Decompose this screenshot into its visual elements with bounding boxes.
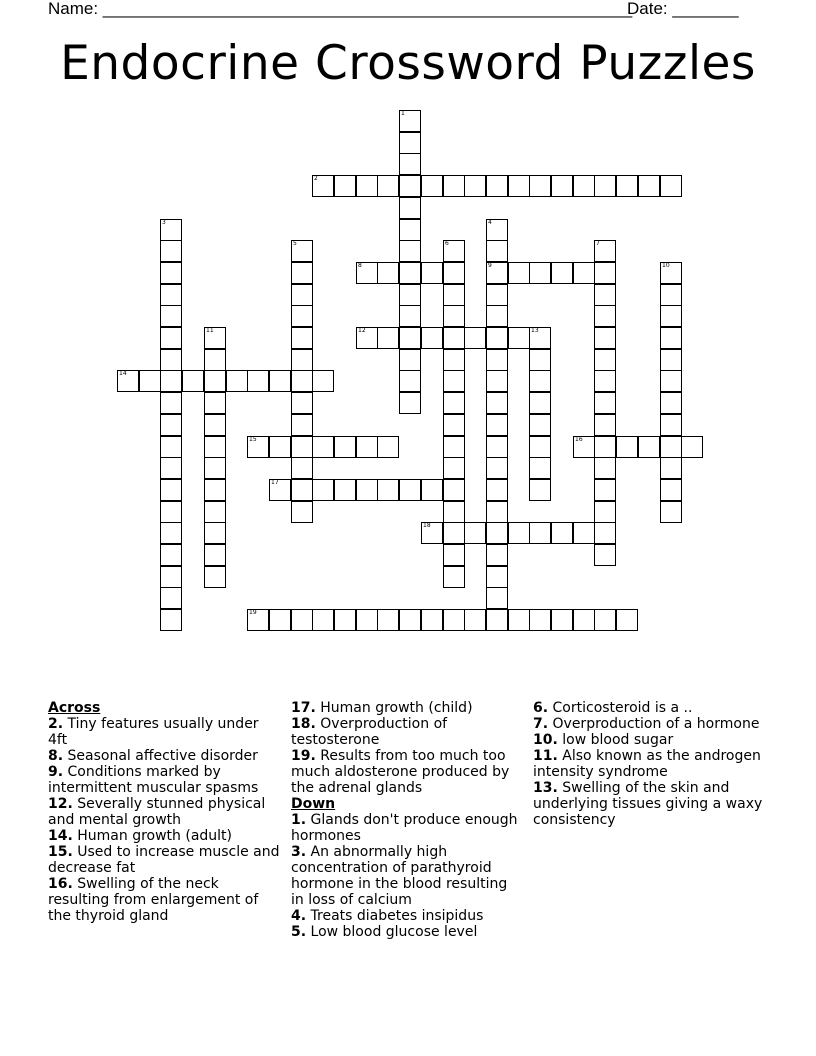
grid-cell[interactable] [594, 240, 616, 262]
clue-across-14: 14. Human growth (adult) [48, 828, 233, 844]
grid-cell[interactable] [551, 522, 573, 544]
grid-cell[interactable] [464, 609, 486, 631]
grid-cell[interactable] [594, 414, 616, 436]
grid-cell[interactable] [443, 479, 465, 501]
grid-cell[interactable] [334, 609, 356, 631]
grid-cell[interactable] [464, 327, 486, 349]
grid-cell[interactable] [594, 284, 616, 306]
grid-cell[interactable] [421, 479, 443, 501]
grid-cell[interactable] [529, 457, 551, 479]
grid-cell[interactable] [356, 262, 378, 284]
grid-cell[interactable] [616, 175, 638, 197]
grid-cell[interactable] [443, 501, 465, 523]
grid-cell[interactable] [529, 522, 551, 544]
clue-down-10: 10. low blood sugar [533, 732, 674, 748]
grid-cell[interactable] [486, 522, 508, 544]
grid-cell[interactable] [443, 392, 465, 414]
grid-cell[interactable] [160, 436, 182, 458]
page-title: Endocrine Crossword Puzzles [60, 36, 756, 91]
grid-cell[interactable] [377, 327, 399, 349]
grid-cell[interactable] [486, 587, 508, 609]
grid-cell[interactable] [660, 436, 682, 458]
grid-cell[interactable] [508, 327, 530, 349]
grid-cell[interactable] [204, 479, 226, 501]
grid-cell[interactable] [139, 370, 161, 392]
grid-cell[interactable] [377, 262, 399, 284]
grid-cell[interactable] [594, 522, 616, 544]
clue-across-19: 19. Results from too much too much aldosterone produced by the adrenal glands [291, 748, 510, 796]
grid-cell[interactable] [443, 175, 465, 197]
grid-cell[interactable] [160, 370, 182, 392]
grid-cell[interactable] [291, 392, 313, 414]
grid-cell[interactable] [660, 414, 682, 436]
grid-cell[interactable] [551, 175, 573, 197]
clue-across-2: 2. Tiny features usually under 4ft [48, 716, 259, 748]
grid-cell[interactable] [486, 349, 508, 371]
grid-cell[interactable] [660, 349, 682, 371]
date-field-label: Date: _______ [627, 0, 739, 18]
grid-cell[interactable] [312, 436, 334, 458]
grid-cell[interactable] [594, 436, 616, 458]
clues-column-3 [533, 700, 773, 828]
clue-number: 13 [531, 327, 539, 334]
grid-cell[interactable] [160, 522, 182, 544]
grid-cell[interactable] [443, 566, 465, 588]
clue-number: 17 [271, 479, 279, 486]
grid-cell[interactable] [486, 566, 508, 588]
grid-cell[interactable] [291, 240, 313, 262]
grid-cell[interactable] [160, 501, 182, 523]
grid-cell[interactable] [660, 457, 682, 479]
grid-cell[interactable] [291, 327, 313, 349]
grid-cell[interactable] [660, 370, 682, 392]
grid-cell[interactable] [573, 522, 595, 544]
clue-down-5: 5. Low blood glucose level [291, 924, 478, 940]
grid-cell[interactable] [269, 370, 291, 392]
grid-cell[interactable] [443, 327, 465, 349]
grid-cell[interactable] [377, 436, 399, 458]
clue-number: 4 [488, 219, 492, 226]
grid-cell[interactable] [291, 262, 313, 284]
clue-across-8: 8. Seasonal affective disorder [48, 748, 258, 764]
grid-cell[interactable] [486, 175, 508, 197]
grid-cell[interactable] [486, 501, 508, 523]
grid-cell[interactable] [160, 219, 182, 241]
grid-cell[interactable] [594, 609, 616, 631]
grid-cell[interactable] [291, 349, 313, 371]
grid-cell[interactable] [182, 370, 204, 392]
grid-cell[interactable] [204, 370, 226, 392]
grid-cell[interactable] [204, 414, 226, 436]
grid-cell[interactable] [443, 349, 465, 371]
grid-cell[interactable] [551, 609, 573, 631]
grid-cell[interactable] [594, 305, 616, 327]
clue-across-9: 9. Conditions marked by intermittent muscular spasms [48, 764, 259, 796]
grid-cell[interactable] [204, 392, 226, 414]
grid-cell[interactable] [421, 522, 443, 544]
grid-cell[interactable] [594, 479, 616, 501]
grid-cell[interactable] [356, 609, 378, 631]
grid-cell[interactable] [486, 392, 508, 414]
grid-cell[interactable] [660, 392, 682, 414]
grid-cell[interactable] [486, 370, 508, 392]
grid-cell[interactable] [160, 327, 182, 349]
grid-cell[interactable] [269, 436, 291, 458]
clues-column-2 [291, 700, 523, 940]
grid-cell[interactable] [160, 457, 182, 479]
clue-across-17: 17. Human growth (child) [291, 700, 473, 716]
grid-cell[interactable] [573, 609, 595, 631]
grid-cell[interactable] [399, 110, 421, 132]
grid-cell[interactable] [312, 479, 334, 501]
grid-cell[interactable] [399, 327, 421, 349]
grid-cell[interactable] [160, 414, 182, 436]
clue-across-16: 16. Swelling of the neck resulting from enlargement of the thyroid gland [48, 876, 259, 924]
grid-cell[interactable] [160, 349, 182, 371]
clue-down-4: 4. Treats diabetes insipidus [291, 908, 484, 924]
grid-cell[interactable] [508, 522, 530, 544]
grid-cell[interactable] [377, 175, 399, 197]
clue-down-13: 13. Swelling of the skin and underlying tissues giving a waxy consistency [533, 780, 763, 828]
clue-number: 3 [162, 219, 166, 226]
grid-cell[interactable] [334, 175, 356, 197]
grid-cell[interactable] [638, 175, 660, 197]
grid-cell[interactable] [486, 609, 508, 631]
grid-cell[interactable] [529, 327, 551, 349]
grid-cell[interactable] [660, 479, 682, 501]
grid-cell[interactable] [160, 587, 182, 609]
grid-cell[interactable] [529, 349, 551, 371]
grid-cell[interactable] [443, 544, 465, 566]
grid-cell[interactable] [291, 501, 313, 523]
grid-cell[interactable] [291, 609, 313, 631]
grid-cell[interactable] [399, 305, 421, 327]
clue-number: 15 [249, 436, 257, 443]
grid-cell[interactable] [660, 175, 682, 197]
grid-cell[interactable] [204, 522, 226, 544]
grid-cell[interactable] [594, 501, 616, 523]
grid-cell[interactable] [204, 566, 226, 588]
grid-cell[interactable] [291, 479, 313, 501]
grid-cell[interactable] [486, 284, 508, 306]
grid-cell[interactable] [443, 609, 465, 631]
grid-cell[interactable] [356, 436, 378, 458]
grid-cell[interactable] [573, 436, 595, 458]
grid-cell[interactable] [660, 305, 682, 327]
grid-cell[interactable] [291, 414, 313, 436]
grid-cell[interactable] [399, 479, 421, 501]
grid-cell[interactable] [312, 609, 334, 631]
clue-number: 1 [401, 110, 405, 117]
name-field-label: Name: ________________________________________________________ [48, 0, 633, 18]
grid-cell[interactable] [399, 219, 421, 241]
grid-cell[interactable] [464, 522, 486, 544]
clue-down-6: 6. Corticosteroid is a .. [533, 700, 693, 716]
grid-cell[interactable] [594, 262, 616, 284]
grid-cell[interactable] [160, 566, 182, 588]
grid-cell[interactable] [160, 262, 182, 284]
grid-cell[interactable] [356, 479, 378, 501]
grid-cell[interactable] [616, 609, 638, 631]
grid-cell[interactable] [486, 544, 508, 566]
grid-cell[interactable] [269, 479, 291, 501]
grid-cell[interactable] [334, 479, 356, 501]
grid-cell[interactable] [529, 609, 551, 631]
clue-number: 8 [358, 262, 362, 269]
clue-number: 14 [119, 370, 127, 377]
grid-cell[interactable] [399, 153, 421, 175]
grid-cell[interactable] [681, 436, 703, 458]
down-heading: Down [291, 796, 336, 812]
grid-cell[interactable] [486, 262, 508, 284]
grid-cell[interactable] [594, 349, 616, 371]
grid-cell[interactable] [443, 305, 465, 327]
grid-cell[interactable] [594, 327, 616, 349]
grid-cell[interactable] [616, 436, 638, 458]
clue-across-18: 18. Overproduction of testosterone [291, 716, 448, 748]
clue-number: 16 [575, 436, 583, 443]
grid-cell[interactable] [160, 609, 182, 631]
grid-cell[interactable] [508, 609, 530, 631]
grid-cell[interactable] [508, 175, 530, 197]
grid-cell[interactable] [486, 457, 508, 479]
grid-cell[interactable] [551, 262, 573, 284]
grid-cell[interactable] [291, 436, 313, 458]
grid-cell[interactable] [204, 436, 226, 458]
grid-cell[interactable] [334, 436, 356, 458]
grid-cell[interactable] [160, 479, 182, 501]
grid-cell[interactable] [660, 327, 682, 349]
clue-down-11: 11. Also known as the androgen intensity syndrome [533, 748, 761, 780]
grid-cell[interactable] [421, 609, 443, 631]
grid-cell[interactable] [399, 132, 421, 154]
grid-cell[interactable] [421, 175, 443, 197]
grid-cell[interactable] [660, 262, 682, 284]
clue-number: 9 [488, 262, 492, 269]
grid-cell[interactable] [377, 609, 399, 631]
grid-cell[interactable] [204, 544, 226, 566]
grid-cell[interactable] [443, 436, 465, 458]
grid-cell[interactable] [638, 436, 660, 458]
grid-cell[interactable] [486, 479, 508, 501]
clue-across-15: 15. Used to increase muscle and decrease fat [48, 844, 280, 876]
grid-cell[interactable] [486, 305, 508, 327]
grid-cell[interactable] [204, 327, 226, 349]
grid-cell[interactable] [399, 609, 421, 631]
grid-cell[interactable] [291, 457, 313, 479]
grid-cell[interactable] [421, 327, 443, 349]
grid-cell[interactable] [312, 370, 334, 392]
grid-cell[interactable] [529, 175, 551, 197]
grid-cell[interactable] [356, 175, 378, 197]
grid-cell[interactable] [160, 544, 182, 566]
grid-cell[interactable] [529, 370, 551, 392]
grid-cell[interactable] [247, 609, 269, 631]
grid-cell[interactable] [594, 392, 616, 414]
grid-cell[interactable] [660, 284, 682, 306]
grid-cell[interactable] [594, 175, 616, 197]
grid-cell[interactable] [421, 262, 443, 284]
clue-number: 7 [596, 240, 600, 247]
grid-cell[interactable] [399, 240, 421, 262]
grid-cell[interactable] [529, 436, 551, 458]
across-heading: Across [48, 700, 101, 716]
grid-cell[interactable] [291, 305, 313, 327]
clue-number: 19 [249, 609, 257, 616]
grid-cell[interactable] [443, 370, 465, 392]
grid-cell[interactable] [160, 240, 182, 262]
grid-cell[interactable] [529, 479, 551, 501]
clue-number: 10 [662, 262, 670, 269]
grid-cell[interactable] [529, 392, 551, 414]
grid-cell[interactable] [291, 284, 313, 306]
grid-cell[interactable] [291, 370, 313, 392]
clue-number: 5 [293, 240, 297, 247]
grid-cell[interactable] [377, 479, 399, 501]
clue-number: 12 [358, 327, 366, 334]
grid-cell[interactable] [486, 327, 508, 349]
grid-cell[interactable] [399, 197, 421, 219]
grid-cell[interactable] [486, 219, 508, 241]
clue-number: 11 [206, 327, 214, 334]
clue-down-7: 7. Overproduction of a hormone [533, 716, 760, 732]
grid-cell[interactable] [443, 284, 465, 306]
grid-cell[interactable] [486, 436, 508, 458]
grid-cell[interactable] [529, 414, 551, 436]
grid-cell[interactable] [399, 175, 421, 197]
grid-cell[interactable] [356, 327, 378, 349]
clue-number: 2 [314, 175, 318, 182]
grid-cell[interactable] [529, 262, 551, 284]
grid-cell[interactable] [443, 414, 465, 436]
grid-cell[interactable] [594, 457, 616, 479]
grid-cell[interactable] [204, 349, 226, 371]
grid-cell[interactable] [660, 501, 682, 523]
grid-cell[interactable] [399, 392, 421, 414]
grid-cell[interactable] [443, 457, 465, 479]
grid-cell[interactable] [443, 522, 465, 544]
clue-down-1: 1. Glands don't produce enough hormones [291, 812, 518, 844]
grid-cell[interactable] [573, 175, 595, 197]
grid-cell[interactable] [117, 370, 139, 392]
grid-cell[interactable] [312, 175, 334, 197]
grid-cell[interactable] [594, 544, 616, 566]
grid-cell[interactable] [160, 305, 182, 327]
grid-cell[interactable] [464, 175, 486, 197]
grid-cell[interactable] [204, 457, 226, 479]
grid-cell[interactable] [486, 414, 508, 436]
grid-cell[interactable] [160, 392, 182, 414]
grid-cell[interactable] [399, 262, 421, 284]
grid-cell[interactable] [594, 370, 616, 392]
grid-cell[interactable] [160, 284, 182, 306]
clues-column-1 [48, 700, 280, 924]
grid-cell[interactable] [269, 609, 291, 631]
grid-cell[interactable] [508, 262, 530, 284]
grid-cell[interactable] [247, 370, 269, 392]
grid-cell[interactable] [443, 240, 465, 262]
clue-number: 6 [445, 240, 449, 247]
grid-cell[interactable] [247, 436, 269, 458]
grid-cell[interactable] [226, 370, 248, 392]
grid-cell[interactable] [443, 262, 465, 284]
grid-cell[interactable] [399, 284, 421, 306]
clue-across-12: 12. Severally stunned physical and mental growth [48, 796, 266, 828]
grid-cell[interactable] [573, 262, 595, 284]
clue-number: 18 [423, 522, 431, 529]
clue-down-3: 3. An abnormally high concentration of parathyroid hormone in the blood resulting in loss of calcium [291, 844, 508, 908]
grid-cell[interactable] [204, 501, 226, 523]
grid-cell[interactable] [486, 240, 508, 262]
grid-cell[interactable] [399, 349, 421, 371]
grid-cell[interactable] [399, 370, 421, 392]
